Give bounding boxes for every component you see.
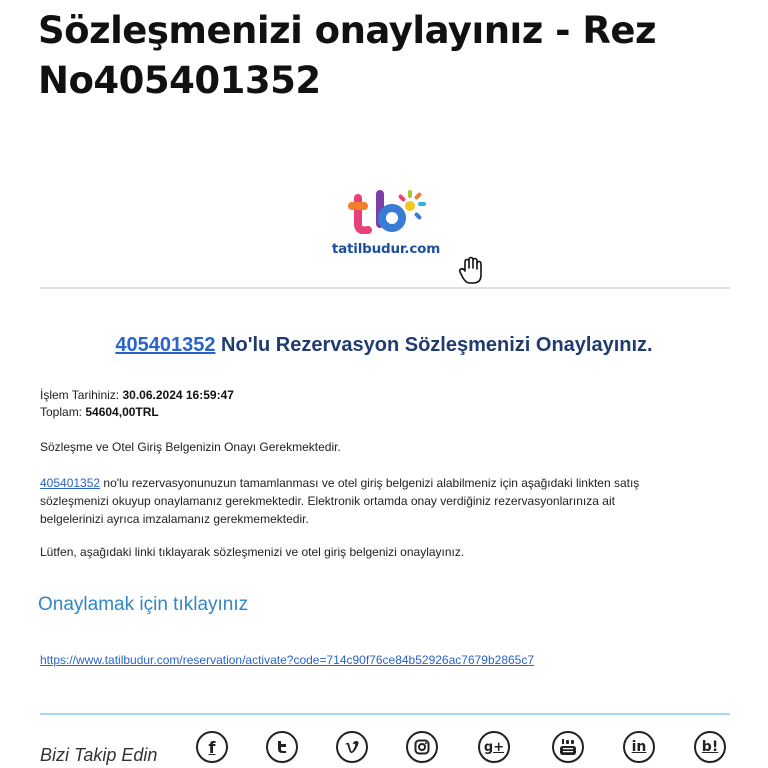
logo-text: tatilbudur.com (331, 241, 441, 257)
top-divider (40, 287, 730, 289)
footer-divider (40, 713, 730, 715)
date-label: İşlem Tarihiniz: (40, 388, 123, 402)
follow-us-label: Bizi Takip Edin (40, 745, 158, 765)
date-value: 30.06.2024 16:59:47 (122, 388, 234, 402)
facebook-icon[interactable] (196, 731, 228, 763)
instructions-line-1 (40, 474, 740, 492)
google-plus-glyph: g+ (483, 739, 505, 755)
transaction-date-row (40, 387, 234, 404)
total-label: Toplam: (40, 405, 86, 419)
linkedin-glyph: in (631, 739, 647, 755)
total-row (40, 404, 234, 421)
hatena-glyph: b! (701, 739, 719, 755)
twitter-icon[interactable] (266, 731, 298, 763)
instructions-line-2: sözleşmenizi okuyup onaylamanız gerekmektedir. Elektronik ortamda onay verdiğiniz rezervasyonlarınıza ait (40, 494, 615, 508)
facebook-glyph: f (208, 737, 216, 757)
tatilbudur-logo[interactable] (326, 186, 446, 266)
youtube-icon[interactable] (552, 731, 584, 763)
hatena-bookmark-icon[interactable] (694, 731, 726, 763)
vimeo-glyph-icon (344, 739, 360, 755)
instagram-glyph-icon (414, 739, 430, 755)
google-plus-icon[interactable] (478, 731, 510, 763)
instructions-line-1-text: no'lu rezervasyonunuzun tamamlanması ve otel giriş belgenizi alabilmeniz için aşağıdaki linkten satış (100, 476, 640, 490)
twitter-glyph-icon (274, 739, 290, 755)
reservation-number-link[interactable]: 405401352 (115, 334, 216, 356)
instagram-icon[interactable] (406, 731, 438, 763)
approval-required-text: Sözleşme ve Otel Giriş Belgenizin Onayı Gerekmektedir. (40, 440, 341, 454)
email-subject: Sözleşmenizi onaylayınız - Rez No405401352 (38, 9, 656, 102)
hand-pointer-cursor-icon (457, 256, 485, 286)
total-value: 54604,00TRL (85, 405, 159, 419)
linkedin-icon[interactable] (623, 731, 655, 763)
instructions-line-3: belgelerinizi ayrıca imzalamanız gerekmemektedir. (40, 512, 309, 526)
please-click-text: Lütfen, aşağıdaki linki tıklayarak sözleşmenizi ve otel giriş belgenizi onaylayınız. (40, 545, 465, 559)
transaction-meta (40, 387, 234, 421)
logo-mark-icon (346, 186, 426, 234)
confirmation-headline (0, 334, 768, 357)
instructions-paragraph (40, 474, 740, 528)
activation-url-link[interactable]: https://www.tatilbudur.com/reservation/activate?code=714c90f76ce84b52926ac7679b2865c7 (40, 653, 535, 667)
youtube-glyph-icon (559, 738, 577, 756)
headline-text: No'lu Rezervasyon Sözleşmenizi Onaylayınız. (215, 334, 653, 356)
vimeo-icon[interactable] (336, 731, 368, 763)
reservation-number-inline-link[interactable]: 405401352 (40, 476, 101, 490)
confirm-cta-link[interactable]: Onaylamak için tıklayınız (38, 594, 249, 615)
